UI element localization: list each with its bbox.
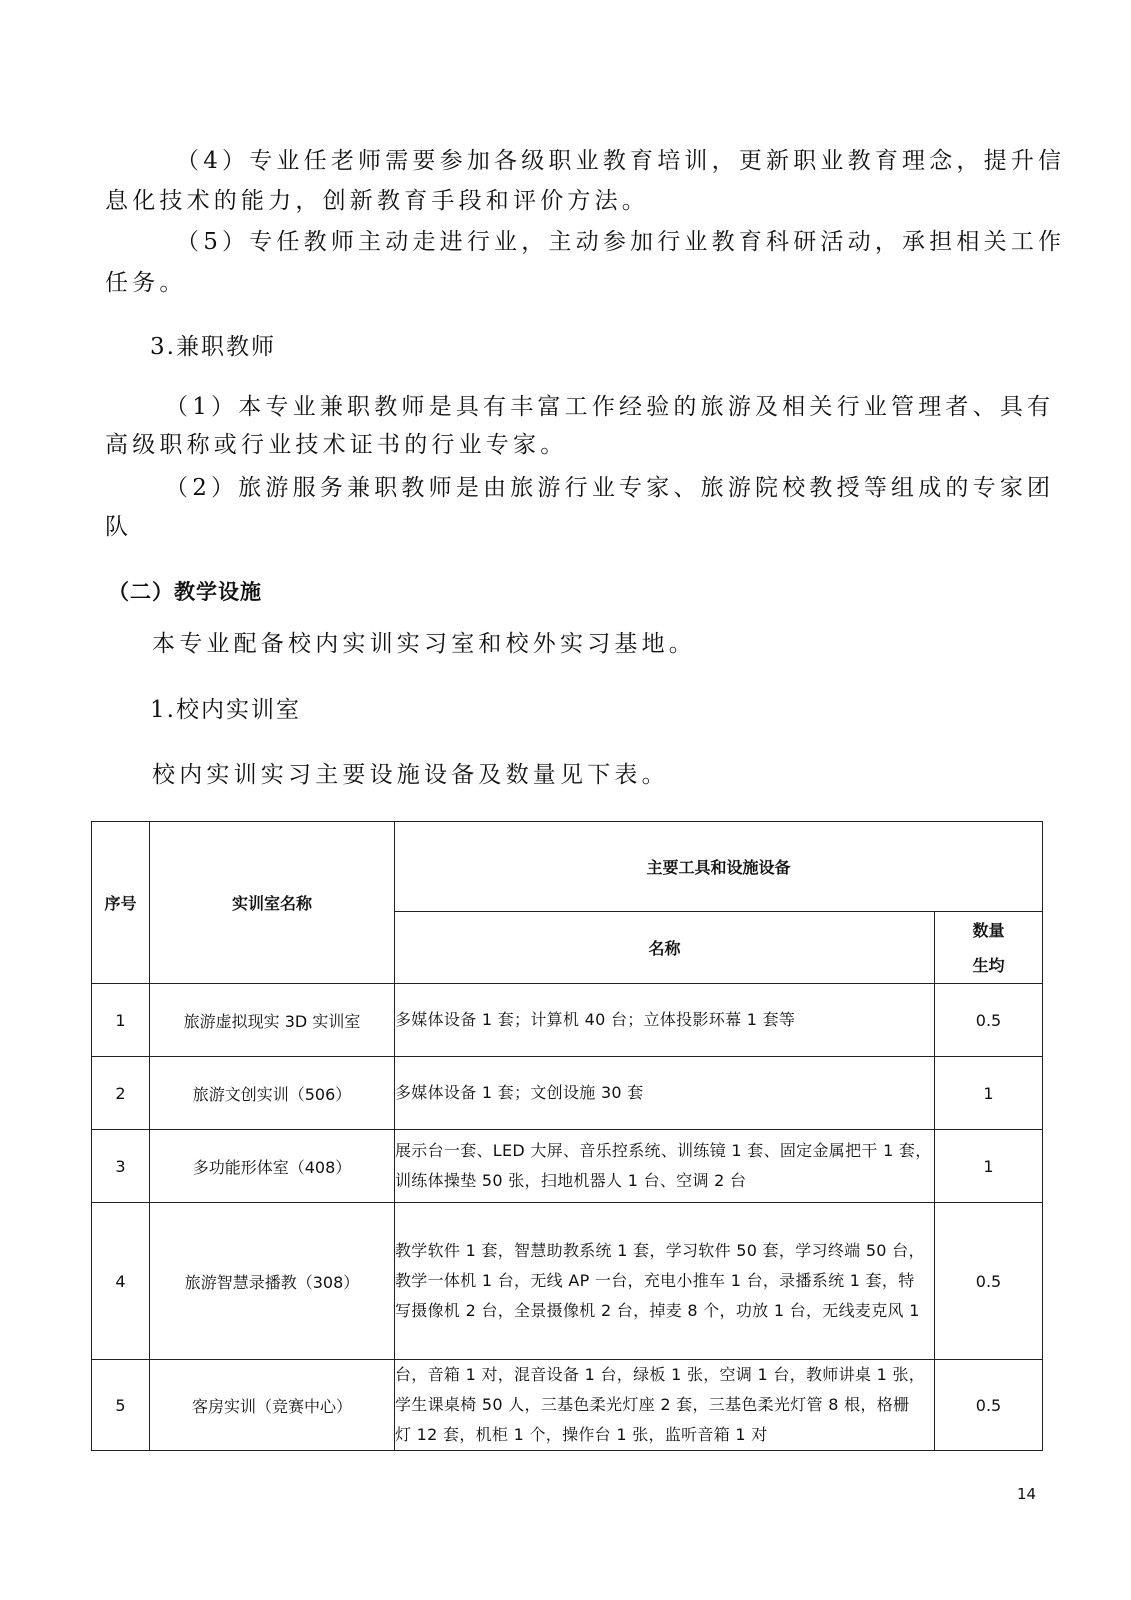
row-equipment-line: 多媒体设备 1 套；计算机 40 台；立体投影环幕 1 套等 <box>395 1010 796 1029</box>
paragraph-5-line-2: 任务。 <box>105 270 187 296</box>
paragraph-5-line-1: （5）专任教师主动走进行业，主动参加行业教育科研活动，承担相关工作 <box>176 229 1066 255</box>
row-equipment-line: 台，音箱 1 对，混音设备 1 台，绿板 1 张，空调 1 台，教师讲桌 1 张， <box>395 1365 926 1384</box>
table-row <box>92 1360 1043 1451</box>
row-equipment <box>395 1203 935 1360</box>
row-quantity: 0.5 <box>935 984 1043 1057</box>
part-time-paragraph-1-line-2: 高级职称或行业技术证书的行业专家。 <box>105 432 568 458</box>
row-quantity: 1 <box>935 1130 1043 1203</box>
row-quantity: 0.5 <box>935 1360 1043 1451</box>
row-equipment-line: 教学一体机 1 台，无线 AP 一台，充电小推车 1 台，录播系统 1 套，特 <box>395 1271 915 1290</box>
part-time-paragraph-2-line-2: 队 <box>105 514 133 540</box>
row-equipment-line: 学生课桌椅 50 人，三基色柔光灯座 2 套，三基色柔光灯管 8 根，格栅 <box>395 1395 910 1414</box>
row-quantity: 0.5 <box>935 1203 1043 1360</box>
row-equipment <box>395 984 935 1057</box>
header-room-name: 实训室名称 <box>150 822 395 984</box>
part-time-paragraph-1-line-1: （1）本专业兼职教师是具有丰富工作经验的旅游及相关行业管理者、具有 <box>165 394 1055 420</box>
header-name: 名称 <box>395 912 935 984</box>
row-equipment-line: 展示台一套、LED 大屏、音乐控系统、训练镜 1 套、固定金属把干 1 套， <box>395 1141 932 1160</box>
row-room-name: 多功能形体室（408） <box>150 1130 395 1203</box>
row-number: 5 <box>92 1360 150 1451</box>
table-intro: 校内实训实习主要设施设备及数量见下表。 <box>152 762 669 788</box>
facilities-intro: 本专业配备校内实训实习室和校外实习基地。 <box>152 631 696 657</box>
header-quantity-line-1: 数量 <box>972 920 1005 940</box>
header-quantity-line-2: 生均 <box>972 955 1005 975</box>
row-room-name: 旅游虚拟现实 3D 实训室 <box>150 984 395 1057</box>
row-room-name: 客房实训（竞赛中心） <box>150 1360 395 1451</box>
row-equipment-line: 灯 12 套，机柜 1 个，操作台 1 张，监听音箱 1 对 <box>395 1425 768 1444</box>
row-equipment-line: 写摄像机 2 台，全景摄像机 2 台，掉麦 8 个，功放 1 台，无线麦克风 1 <box>395 1301 920 1320</box>
table-header-row <box>92 822 1043 912</box>
paragraph-4-line-1: （4）专业任老师需要参加各级职业教育培训，更新职业教育理念，提升信 <box>176 148 1066 174</box>
table-row <box>92 1130 1043 1203</box>
part-time-teachers-heading: 3.兼职教师 <box>150 334 276 360</box>
page-number: 14 <box>1017 1485 1037 1503</box>
row-number: 2 <box>92 1057 150 1130</box>
facilities-table <box>91 821 1043 1451</box>
header-quantity <box>935 912 1043 984</box>
row-equipment <box>395 1057 935 1130</box>
row-room-name: 旅游文创实训（506） <box>150 1057 395 1130</box>
table-row <box>92 1057 1043 1130</box>
table-row <box>92 1203 1043 1360</box>
row-number: 1 <box>92 984 150 1057</box>
header-no: 序号 <box>92 822 150 984</box>
section-heading-teaching-facilities: （二）教学设施 <box>108 580 262 604</box>
row-number: 4 <box>92 1203 150 1360</box>
row-equipment <box>395 1130 935 1203</box>
row-equipment-line: 训练体操垫 50 张，扫地机器人 1 台、空调 2 台 <box>395 1171 747 1190</box>
row-quantity: 1 <box>935 1057 1043 1130</box>
table-row <box>92 984 1043 1057</box>
header-equipment-group: 主要工具和设施设备 <box>395 822 1043 912</box>
part-time-paragraph-2-line-1: （2）旅游服务兼职教师是由旅游行业专家、旅游院校教授等组成的专家团 <box>165 475 1055 501</box>
paragraph-4-line-2: 息化技术的能力，创新教育手段和评价方法。 <box>105 188 649 214</box>
training-rooms-heading: 1.校内实训室 <box>150 697 301 723</box>
row-equipment-line: 教学软件 1 套，智慧助教系统 1 套，学习软件 50 套，学习终端 50 台， <box>395 1241 925 1260</box>
row-room-name: 旅游智慧录播教（308） <box>150 1203 395 1360</box>
row-number: 3 <box>92 1130 150 1203</box>
row-equipment <box>395 1360 935 1451</box>
row-equipment-line: 多媒体设备 1 套；文创设施 30 套 <box>395 1083 644 1102</box>
